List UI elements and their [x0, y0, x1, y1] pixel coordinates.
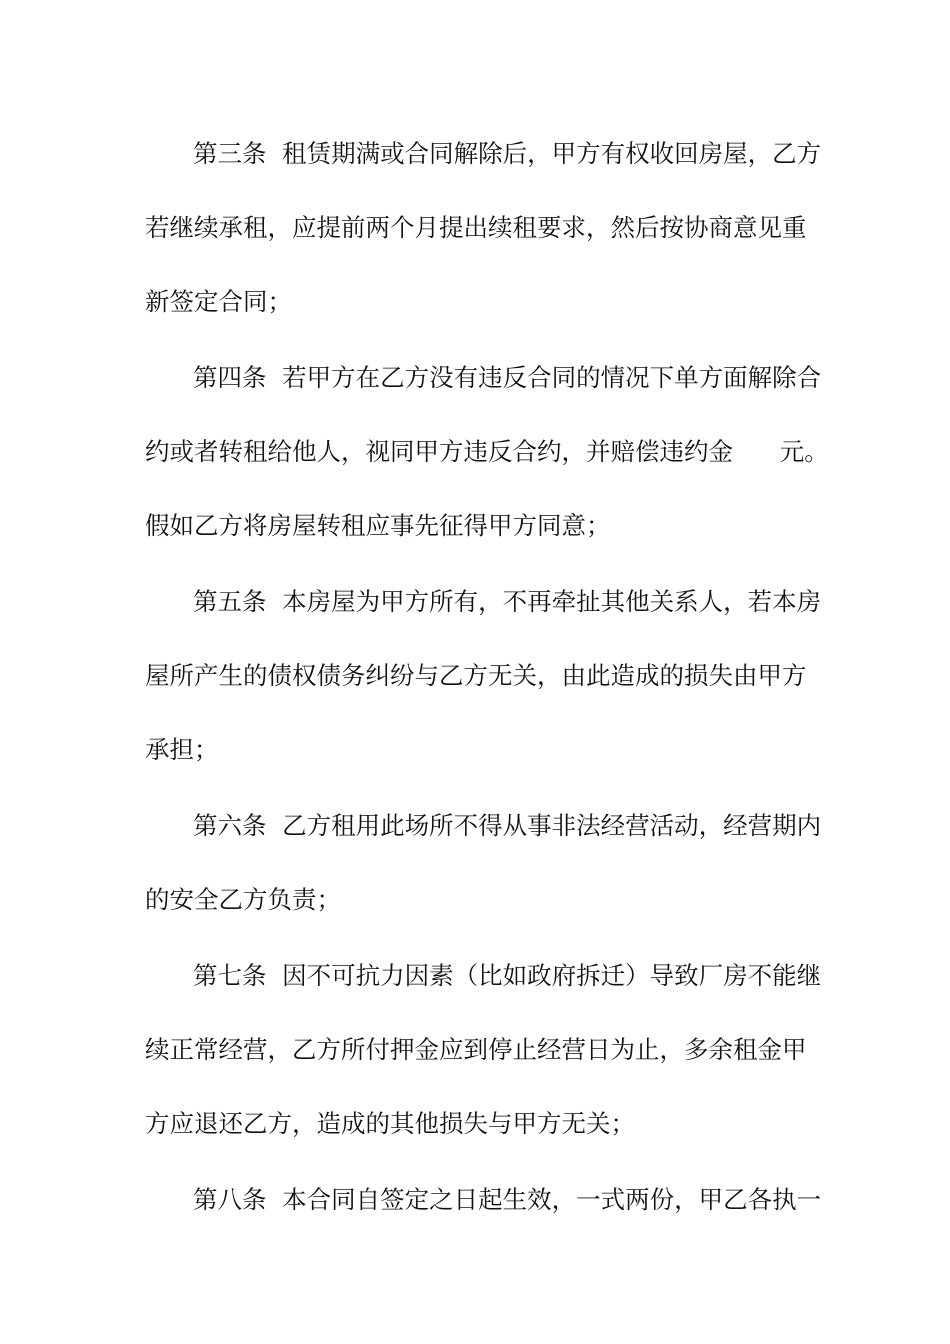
clause-7-line-1: 第七条 因不可抗力因素（比如政府拆迁）导致厂房不能继: [193, 961, 822, 990]
clause-4-line-3: 假如乙方将房屋转租应事先征得甲方同意；: [145, 511, 611, 540]
clause-5-line-2: 屋所产生的债权债务纠纷与乙方无关，由此造成的损失由甲方: [145, 661, 807, 690]
clause-5-line-1: 第五条 本房屋为甲方所有，不再牵扯其他关系人，若本房: [193, 587, 822, 616]
clause-3-line-3: 新签定合同；: [145, 287, 292, 316]
clause-4-line-1: 第四条 若甲方在乙方没有违反合同的情况下单方面解除合: [193, 363, 822, 392]
clause-7-line-2: 续正常经营，乙方所付押金应到停止经营日为止，多余租金甲: [145, 1035, 807, 1064]
clause-5-line-3: 承担；: [145, 735, 219, 764]
clause-6-line-2: 的安全乙方负责；: [145, 885, 341, 914]
clause-3-line-2: 若继续承租，应提前两个月提出续租要求，然后按协商意见重: [145, 213, 807, 242]
clause-4-line-2: 约或者转租给他人，视同甲方违反合约，并赔偿违约金 元。: [145, 437, 829, 466]
clause-8-line-1: 第八条 本合同自签定之日起生效，一式两份，甲乙各执一: [193, 1185, 822, 1214]
clause-6-line-1: 第六条 乙方租用此场所不得从事非法经营活动，经营期内: [193, 811, 822, 840]
clause-3-line-1: 第三条 租赁期满或合同解除后，甲方有权收回房屋，乙方: [193, 139, 822, 168]
clause-7-line-3: 方应退还乙方，造成的其他损失与甲方无关；: [145, 1109, 635, 1138]
